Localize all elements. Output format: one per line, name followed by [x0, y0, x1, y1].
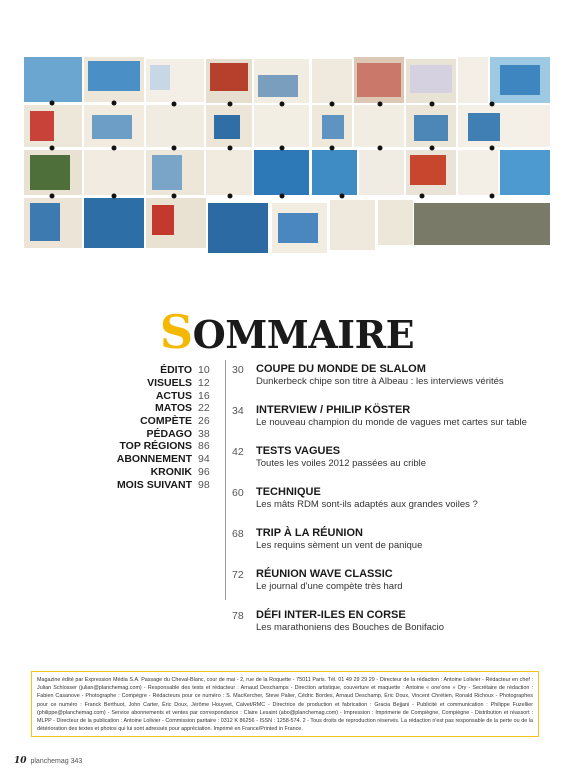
article-list: [232, 363, 552, 650]
article-subtitle: Les requins sèment un vent de panique: [256, 540, 423, 551]
article-page: 78: [232, 610, 244, 622]
section-index: [110, 364, 220, 491]
index-label: ÉDITO: [160, 364, 192, 377]
index-label: COMPÈTE: [140, 415, 192, 428]
divider-line: [225, 360, 226, 600]
article-title: TRIP À LA RÉUNION: [256, 527, 363, 539]
article-title: INTERVIEW / PHILIP KÖSTER: [256, 404, 411, 416]
article-title: DÉFI INTER-ILES EN CORSE: [256, 609, 406, 621]
index-label: ABONNEMENT: [116, 453, 192, 466]
article-page: 68: [232, 528, 244, 540]
photo-wall-image: [22, 55, 552, 260]
article-entry[interactable]: [232, 609, 552, 634]
index-page: 26: [198, 415, 210, 428]
index-item[interactable]: [110, 364, 220, 377]
index-page: 22: [198, 402, 210, 415]
index-label: PÉDAGO: [146, 427, 192, 440]
index-item[interactable]: [110, 466, 220, 479]
article-page: 34: [232, 405, 244, 417]
page-title: [0, 305, 574, 359]
index-item[interactable]: [110, 377, 220, 390]
article-entry[interactable]: [232, 486, 552, 511]
article-subtitle: Dunkerbeck chipe son titre à Albeau : les interviews vérités: [256, 376, 504, 387]
credits-box: Magazine édité par Expression Média S.A. Passage du Cheval-Blanc, cour de mai - 2, rue de la Roquette - 75011 Paris. Tél. 01 49 29 29 29 - Directeur de la rédaction : Antoine Lolivier - Rédacteur en chef : Julian Schlosser (julian@planchemag.com) - Responsable des tests et rédacteur : Arnaud Deschamps - Direction artistique, couverture et maquette : Antoine « one'one » Ory - Secrétaire de rédaction : Fabien Casanove - Photographe : Compègre - Rédacteurs pour ce numéro : S. MacKercher, Steve Palier, Cédric Bordes, Arnaud Deschamp, Éric Doux, Vincent Chrétien, Ronald Richoux - Photographes pour ce numéro : Franck Berthuot, John Carter, Éric Doux, Jérôme Houyvet, Calvet/RMC - Directrice de production et fabrication : Gracia Bejjani - Publicité et communication : Philippe Fuzellier (philippe@planchemag.com) - Service abonnements et ventes par correspondance : Claire Lesaint (abo@planchemag.com) - Impression : Imprimerie de Compiègne, Compiègne - Distribution et réassort : MLPP - Directeur de la publication : Antoine Lolivier - Commission paritaire : 0312 K 86256 - ISSN : 1258-574. 2 - Tous droits de reproduction réservés. La rédaction n'est pas responsable de la perte ou de la détérioration des textes et photos qui lui sont adressés pour appréciation. Imprimé en France/Printed in France.: [31, 671, 539, 737]
index-label: KRONIK: [150, 465, 192, 478]
index-label: MATOS: [155, 402, 192, 415]
article-title: TESTS VAGUES: [256, 445, 341, 457]
index-page: 98: [198, 478, 210, 491]
article-page: 30: [232, 364, 244, 376]
article-subtitle: Les mâts RDM sont-ils adaptés aux grandes voiles ?: [256, 499, 478, 510]
footer-page-number: 10: [14, 756, 27, 766]
index-page: 12: [198, 377, 210, 390]
article-subtitle: Toutes les voiles 2012 passées au crible: [256, 458, 427, 469]
index-label: MOIS SUIVANT: [116, 478, 192, 491]
article-entry[interactable]: [232, 527, 552, 552]
article-subtitle: Le journal d'une compète très hard: [256, 581, 403, 592]
article-entry[interactable]: [232, 568, 552, 593]
index-page: 96: [198, 465, 210, 478]
index-item[interactable]: [110, 415, 220, 428]
index-item[interactable]: [110, 440, 220, 453]
article-page: 60: [232, 487, 244, 499]
article-entry[interactable]: [232, 445, 552, 470]
article-entry[interactable]: [232, 363, 552, 388]
article-subtitle: Le nouveau champion du monde de vagues met cartes sur table: [256, 417, 527, 428]
index-item[interactable]: [110, 389, 220, 402]
article-entry[interactable]: [232, 404, 552, 429]
index-page: 10: [198, 364, 210, 377]
index-item[interactable]: [110, 402, 220, 415]
photo-wall-graphic: [22, 55, 552, 260]
index-label: ACTUS: [155, 389, 192, 402]
index-page: 94: [198, 453, 210, 466]
article-page: 42: [232, 446, 244, 458]
index-page: 86: [198, 440, 210, 453]
page-footer: [14, 756, 82, 766]
article-page: 72: [232, 569, 244, 581]
index-item[interactable]: [110, 478, 220, 491]
article-title: TECHNIQUE: [256, 486, 321, 498]
index-item[interactable]: [110, 427, 220, 440]
article-title: COUPE DU MONDE DE SLALOM: [256, 363, 426, 375]
index-item[interactable]: [110, 453, 220, 466]
index-page: 16: [198, 389, 210, 402]
article-subtitle: Les marathoniens des Bouches de Bonifacio: [256, 622, 445, 633]
index-label: TOP RÉGIONS: [119, 440, 192, 453]
index-page: 38: [198, 427, 210, 440]
footer-publication: planchemag 343: [30, 758, 83, 765]
title-rest: OMMAIRE: [192, 312, 415, 357]
title-first-letter: S: [159, 305, 193, 359]
article-title: RÉUNION WAVE CLASSIC: [256, 568, 393, 580]
index-label: VISUELS: [147, 377, 192, 390]
